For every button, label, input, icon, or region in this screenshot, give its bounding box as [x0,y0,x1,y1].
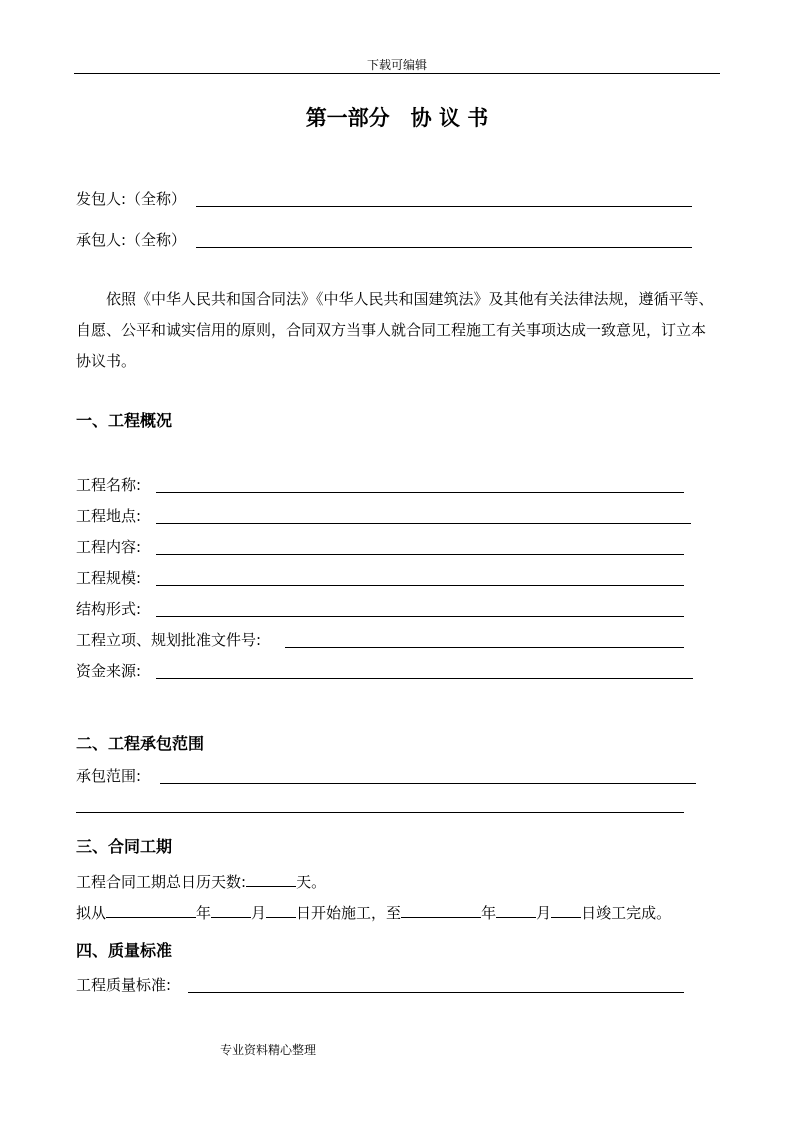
section-1-heading: 一、工程概况 [76,411,173,430]
page-header: 下载可编辑 [366,58,427,72]
end-month-blank[interactable] [496,902,536,918]
start-year-blank[interactable] [106,902,196,918]
start-month-unit: 月 [251,904,267,922]
field-structure-blank[interactable] [156,616,684,617]
page-footer: 专业资料精心整理 [220,1043,317,1057]
duration-prefix: 工程合同工期总日历天数: [76,873,247,891]
quality-blank[interactable] [188,992,684,993]
header-rule [74,73,720,74]
duration-line [76,871,326,892]
duration-suffix: 天。 [296,873,327,891]
intro-paragraph: 依照《中华人民共和国合同法》《中华人民共和国建筑法》及其他有关法律法规，遵循平等、自愿、公平和诚实信用的原则，合同双方当事人就合同工程施工有关事项达成一致意见，订立本协议书。 [76,290,714,370]
schedule-line [76,902,671,923]
scope-blank-2[interactable] [76,812,684,813]
end-day-text: 日竣工完成。 [581,904,672,922]
contractor-blank[interactable] [196,247,692,248]
duration-days-blank[interactable] [246,871,296,887]
start-month-blank[interactable] [211,902,251,918]
field-project-location-blank[interactable] [156,523,691,524]
end-day-blank[interactable] [551,902,581,918]
field-project-location-label: 工程地点: [76,507,142,525]
field-approval-label: 工程立项、规划批准文件号: [76,631,262,649]
scope-label: 承包范围: [76,767,142,785]
field-structure-label: 结构形式: [76,600,142,618]
field-funding-blank[interactable] [156,678,693,679]
field-project-content-blank[interactable] [156,554,684,555]
plan-start-text: 拟从 [76,904,107,922]
end-year-blank[interactable] [401,902,481,918]
field-project-content-label: 工程内容: [76,538,142,556]
end-year-unit: 年 [481,904,497,922]
end-month-unit: 月 [536,904,552,922]
document-title: 第一部分 协 议 书 [305,105,489,130]
section-2-heading: 二、工程承包范围 [76,734,205,753]
contractor-label: 承包人:（全称） [76,231,187,249]
section-4-heading: 四、质量标准 [76,941,173,960]
field-project-name-blank[interactable] [156,492,684,493]
start-day-blank[interactable] [266,902,296,918]
field-project-scale-label: 工程规模: [76,569,142,587]
scope-blank-1[interactable] [160,783,696,784]
section-3-heading: 三、合同工期 [76,837,173,856]
start-year-unit: 年 [196,904,212,922]
employer-blank[interactable] [196,206,692,207]
start-day-text: 日开始施工，至 [296,904,402,922]
field-funding-label: 资金来源: [76,662,142,680]
quality-label: 工程质量标准: [76,976,172,994]
field-project-scale-blank[interactable] [156,585,684,586]
field-project-name-label: 工程名称: [76,476,142,494]
employer-label: 发包人:（全称） [76,190,187,208]
field-approval-blank[interactable] [285,647,684,648]
